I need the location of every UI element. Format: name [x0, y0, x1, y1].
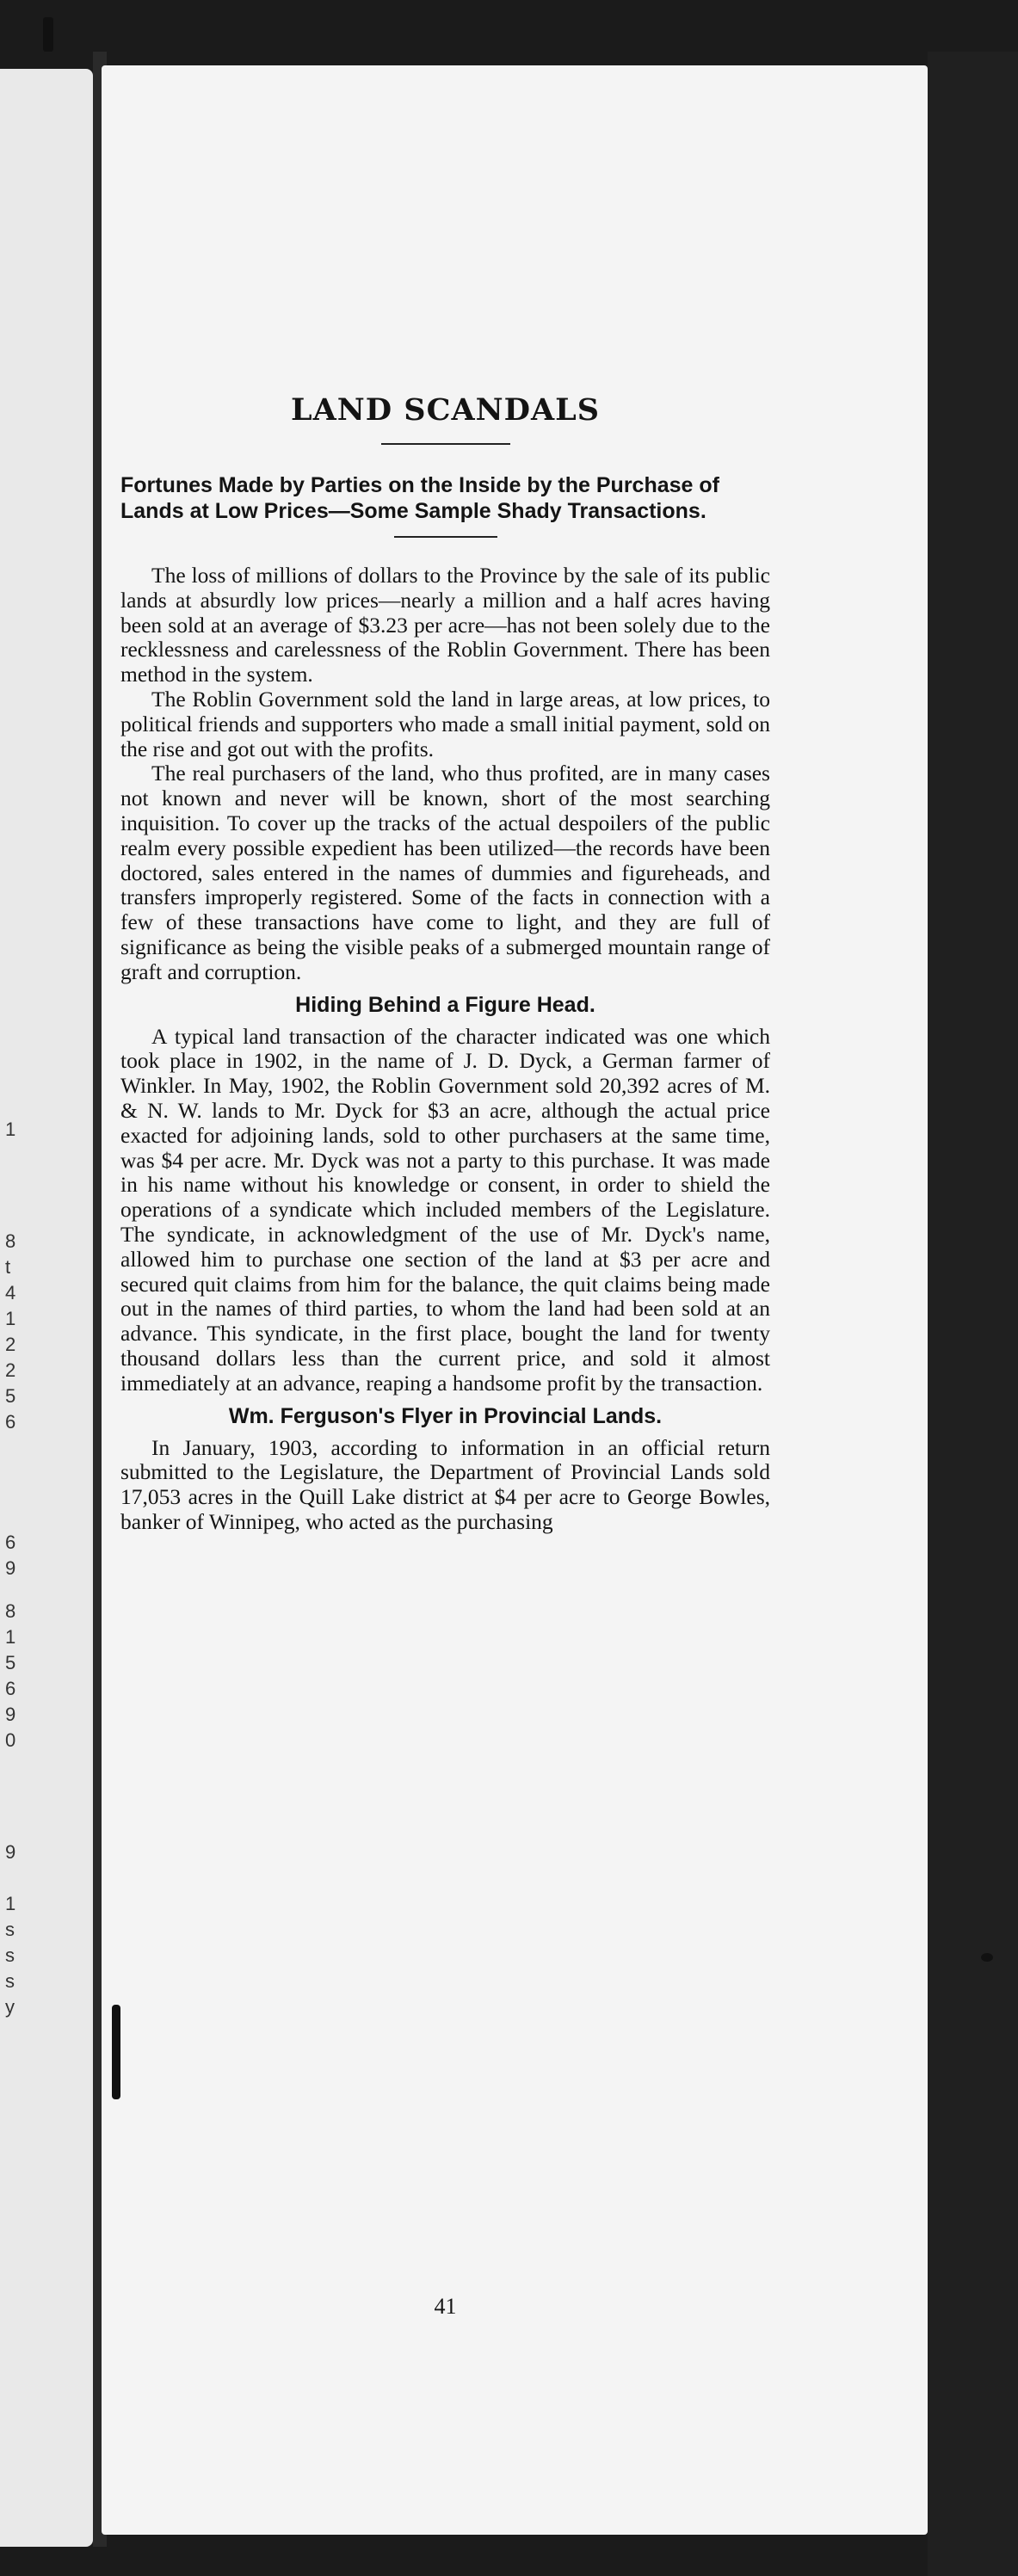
- margin-fragment: s: [5, 1970, 15, 1992]
- article-subheading: Fortunes Made by Parties on the Inside by the Purchase of Lands at Low Prices—Some Sample Shady Transactions.: [120, 473, 719, 523]
- ink-speck: [43, 17, 53, 52]
- margin-fragment: 9: [5, 1841, 16, 1863]
- margin-fragment: 0: [5, 1729, 16, 1751]
- margin-fragment: 8: [5, 1600, 16, 1622]
- margin-fragment: s: [5, 1919, 15, 1940]
- page-clip-mark: [112, 2005, 120, 2099]
- article-body: [120, 564, 770, 1535]
- page-number: 41: [434, 2294, 457, 2319]
- paragraph: The Roblin Government sold the land in large areas, at low prices, to political friends and supporters who made a small initial payment, sold on the rise and got out with the profits.: [120, 686, 770, 761]
- paragraph: The loss of millions of dollars to the Province by the sale of its public lands at absurdly low prices—nearly a million and a half acres having been sold at an average of $3.23 per acre—has not been solely due to the recklessness and carelessness of the Roblin Government. There has been method in the system.: [120, 563, 770, 687]
- section-heading: Wm. Ferguson's Flyer in Provincial Lands.: [228, 1403, 663, 1428]
- margin-fragment: 6: [5, 1531, 16, 1553]
- margin-fragment: 9: [5, 1704, 16, 1725]
- margin-fragment: 5: [5, 1385, 16, 1407]
- paragraph: The real purchasers of the land, who thus profited, are in many cases not known and never will be known, short of the most searching inquisition. To cover up the tracks of the actual despoilers of the public realm every possible expedient has been utilized—the records have been doctored, sales entered in the names of dummies and figureheads, and transfers improperly registered. Some of the facts in connection with a few of these transactions have come to light, and they are full of significance as being the visible peaks of a submerged mountain range of graft and corruption.: [120, 761, 770, 984]
- margin-fragment: 1: [5, 1626, 16, 1648]
- ink-speck: [981, 1953, 993, 1962]
- title-rule: [381, 443, 510, 445]
- margin-fragment: 8: [5, 1230, 16, 1252]
- margin-fragment: 6: [5, 1678, 16, 1699]
- margin-fragment: 2: [5, 1334, 16, 1355]
- margin-fragment: 5: [5, 1652, 16, 1673]
- article-title: LAND SCANDALS: [291, 392, 600, 428]
- margin-fragment: y: [5, 1996, 15, 2018]
- margin-fragment: 4: [5, 1282, 16, 1303]
- paragraph: A typical land transaction of the character indicated was one which took place in 1902, in the name of J. D. Dyck, a German farmer of Winkler. In May, 1902, the Roblin Government sold 20,392 acres of M. & N. W. lands to Mr. Dyck for $3 an acre, although the actual price exacted for adjoining lands, sold to other purchasers at the same time, was $4 per acre. Mr. Dyck was not a party to this purchase. It was made in his name without his knowledge or consent, in order to shield the operations of a syndicate which included members of the Legislature. The syndicate, in acknowledgment of the use of Mr. Dyck's name, allowed him to purchase one section of the land at $3 per acre and secured quit claims from him for the balance, the quit claims being made out in the names of third parties, to whom the land had been sold at an advance. This syndicate, in the first place, bought the land for twenty thousand dollars less than the current price, and sold it almost immediately at an advance, reaping a handsome profit by the transaction.: [120, 1023, 770, 1396]
- margin-fragment: t: [5, 1256, 11, 1278]
- left-page: [0, 69, 93, 2547]
- margin-fragment: 1: [5, 1308, 16, 1329]
- article: [120, 318, 770, 2319]
- margin-fragment: 1: [5, 1119, 16, 1140]
- subheading-rule: [394, 536, 497, 538]
- scan-background: [928, 52, 1018, 2576]
- margin-fragment: s: [5, 1944, 15, 1966]
- margin-fragment: 6: [5, 1411, 16, 1433]
- margin-fragment: 2: [5, 1359, 16, 1381]
- left-margin-fragments: [0, 69, 93, 2547]
- section-heading: Hiding Behind a Figure Head.: [295, 992, 595, 1017]
- margin-fragment: 1: [5, 1893, 16, 1914]
- margin-fragment: 9: [5, 1557, 16, 1579]
- paragraph: In January, 1903, according to information in an official return submitted to the Legislature, the Department of Provincial Lands sold 17,053 acres in the Quill Lake district at $4 per acre to George Bowles, banker of Winnipeg, who acted as the purchasing: [120, 1434, 770, 1534]
